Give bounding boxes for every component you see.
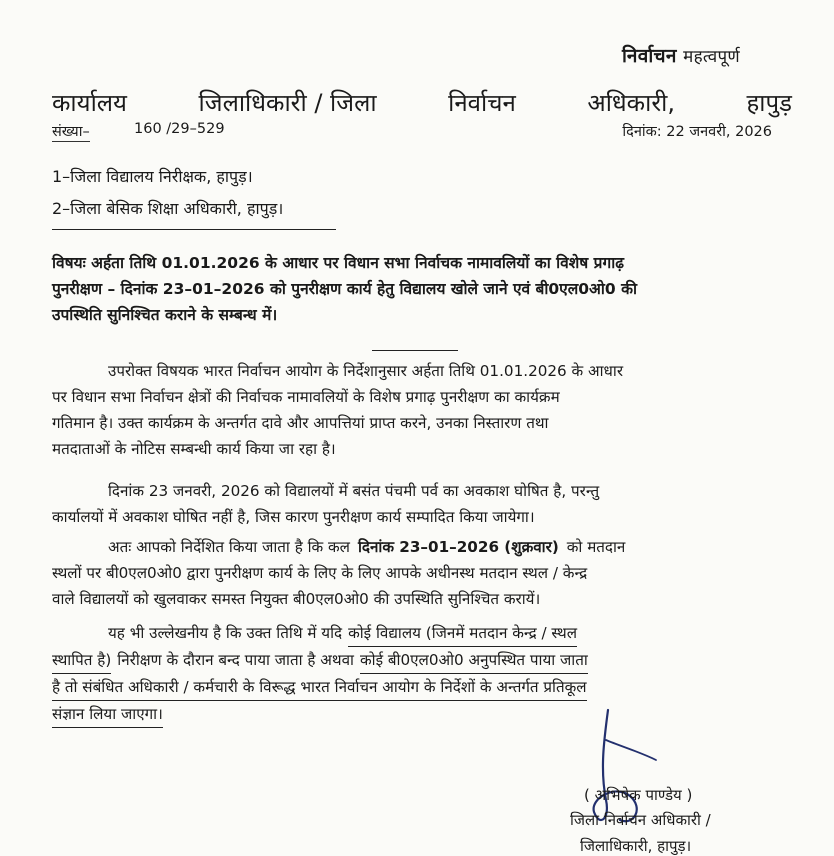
paragraph-1: उपरोक्त विषयक भारत निर्वाचन आयोग के निर्देशानुसार अर्हता तिथि 01.01.2026 के आधार पर विधान सभा निर्वाचन क्षेत्रों की निर्वाचक नामावलियों के विशेष प्रगाढ़ पुनरीक्षण का कार्यक्रम गतिमान है। उक्त कार्यक्रम के अन्तर्गत दावे और आपत्तियां प्राप्त करने, उनका निस्तारण तथा मतदाताओं के नोटिस सम्बन्धी कार्य किया जा रहा है। [52, 362, 624, 458]
signatory-title: जिला निर्वाचन अधिकारी / [570, 811, 711, 829]
addressee-1: 1–जिला विद्यालय निरीक्षक, हापुड़। [52, 167, 253, 186]
office-header: कार्यालय जिलाधिकारी / जिला निर्वाचन अधिकारी, हापुड़ [52, 89, 792, 117]
underlined-text: कोई विद्यालय (जिनमें मतदान केन्द्र / स्थल [348, 620, 577, 647]
importance-marker: निर्वाचन महत्वपूर्ण [622, 45, 741, 67]
letter-date: दिनांक: 22 जनवरी, 2026 [622, 124, 772, 140]
paragraph-4: यह भी उल्लेखनीय है कि उक्त तिथि में यदि कोई विद्यालय (जिनमें मतदान केन्द्र / स्थल स्थापित है) निरीक्षण के दौरान बन्द पाया जाता है अथवा कोई बी0एल0ओ0 अनुपस्थित पाया जाता है तो संबंधित अधिकारी / कर्मचारी के विरूद्ध भारत निर्वाचन आयोग के निर्देशों के अन्तर्गत प्रतिकूल संज्ञान लिया जाएगा। [52, 620, 792, 728]
underlined-text: संज्ञान लिया जाएगा। [52, 701, 163, 728]
divider [52, 229, 336, 230]
paragraph-2: दिनांक 23 जनवरी, 2026 को विद्यालयों में बसंत पंचमी पर्व का अवकाश घोषित है, परन्तु कार्यालयों में अवकाश घोषित नहीं है, जिस कारण पुनरीक्षण कार्य सम्पादित किया जायेगा। [52, 482, 600, 526]
emphasis-date: दिनांक 23–01–2026 (शुक्रवार) [357, 538, 559, 556]
subject-block: विषयः अर्हता तिथि 01.01.2026 के आधार पर विधान सभा निर्वाचक नामावलियों का विशेष प्रगाढ़ पुनरीक्षण – दिनांक 23–01–2026 को पुनरीक्षण कार्य हेतु विद्यालय खोले जाने एवं बी0एल0ओ0 की उपस्थिति सुनिश्चित कराने के सम्बन्ध में। [52, 254, 637, 324]
reference-number: 160 /29–529 [134, 121, 225, 137]
reference-label: संख्या– [52, 121, 90, 142]
underlined-text: स्थापित है) [52, 647, 111, 674]
underlined-text: कोई बी0एल0ओ0 अनुपस्थित पाया जाता [360, 647, 588, 674]
divider [372, 350, 458, 351]
underlined-text: है तो संबंधित अधिकारी / कर्मचारी के विरूद्ध भारत निर्वाचन आयोग के निर्देशों के अन्तर्गत प्रतिकूल [52, 674, 587, 701]
signatory-name: ( अभिषेक पाण्डेय ) [584, 786, 693, 804]
signatory-office: जिलाधिकारी, हापुड़। [580, 837, 692, 855]
paragraph-3: अतः आपको निर्देशित किया जाता है कि कल दिनांक 23–01–2026 (शुक्रवार) को मतदान स्थलों पर बी0एल0ओ0 द्वारा पुनरीक्षण कार्य के लिए के लिए आपके अधीनस्थ मतदान स्थल / केन्द्र वाले विद्यालयों को खुलवाकर समस्त नियुक्त बी0एल0ओ0 की उपस्थिति सुनिश्चित करायें। [52, 534, 792, 612]
addressee-2: 2–जिला बेसिक शिक्षा अधिकारी, हापुड़। [52, 199, 284, 218]
